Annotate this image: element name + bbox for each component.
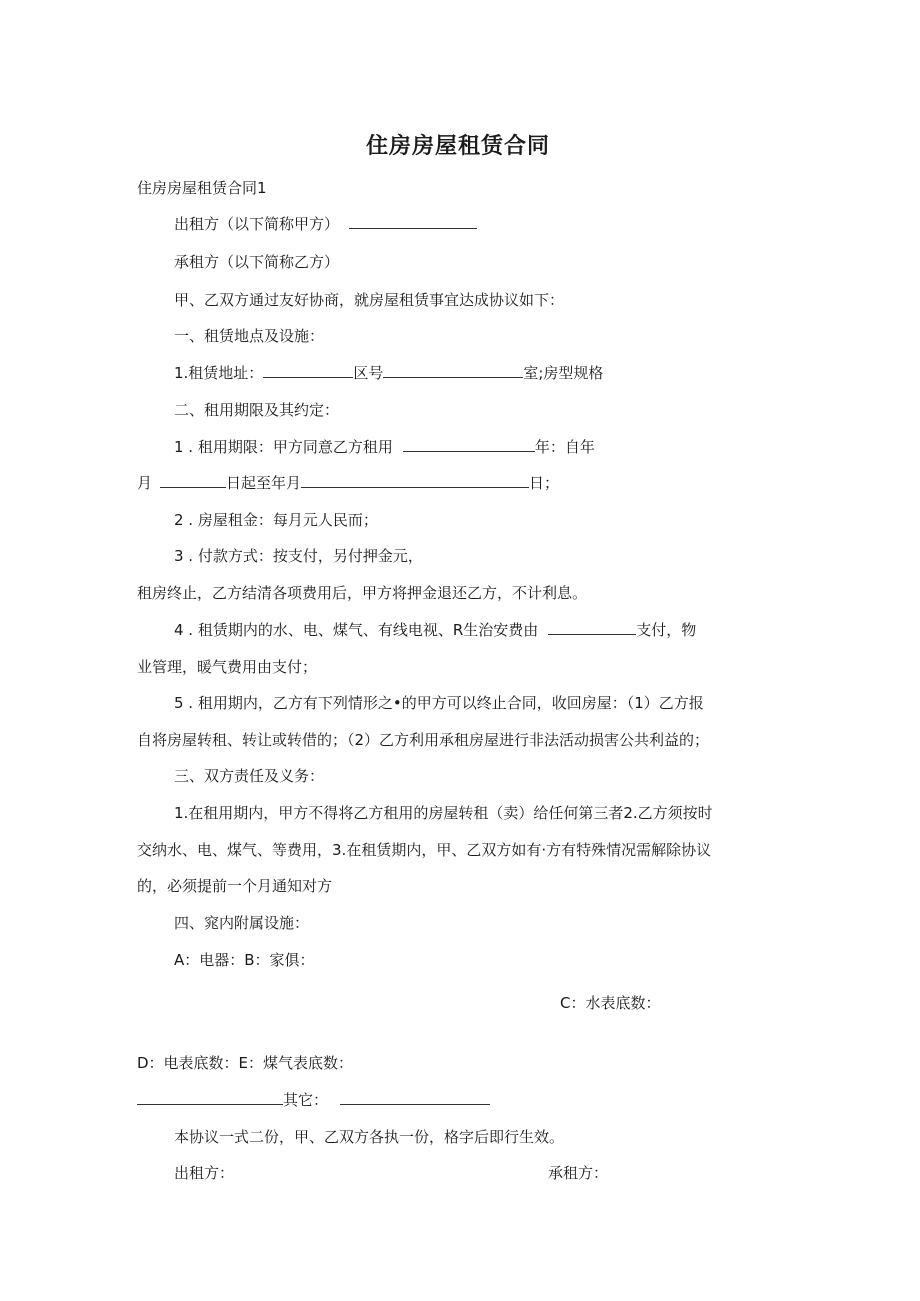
payment-line: 3 . 付款方式：按支付，另付押金元， — [174, 547, 423, 565]
utilities-pay-label: 支付，物 — [636, 621, 697, 639]
rent-line: 2 . 房屋租金：每月元人民而； — [174, 511, 378, 529]
district-label: 区号 — [353, 364, 384, 382]
other-label: 其它： — [283, 1091, 329, 1109]
district-blank[interactable] — [383, 363, 523, 378]
property-fee-line: 业管理，暖气费用由支付； — [137, 658, 318, 676]
term-month-label: 月 — [137, 474, 153, 492]
section-three-heading: 三、双方责任及义务： — [174, 767, 325, 785]
term-label: 1 . 租用期限：甲方同意乙方租用 — [174, 438, 393, 456]
utilities-line — [174, 620, 696, 640]
address-blank[interactable] — [263, 363, 353, 378]
appliances-line: A：电器：B：家俱： — [174, 951, 315, 969]
term-line — [174, 437, 595, 457]
copies-line: 本协议一式二份，甲、乙双方各执一份，格字后即行生效。 — [174, 1128, 565, 1146]
address-label: 1.租赁地址： — [174, 364, 264, 382]
term-dates-line — [137, 473, 559, 493]
term-years-blank[interactable] — [403, 437, 535, 452]
contract-title: 住房房屋租赁合同 — [366, 134, 551, 159]
termination-line: 5 . 租用期内，乙方有下列情形之•的甲方可以终止合同，收回房屋：（1）乙方报 — [174, 694, 704, 712]
other-blank-left[interactable] — [137, 1090, 283, 1105]
lessor-line — [174, 214, 477, 234]
duties-line-3: 的，必须提前一个月通知对方 — [137, 877, 333, 895]
term-day-label: 日； — [529, 474, 560, 492]
section-two-heading: 二、租用期限及其约定： — [174, 401, 340, 419]
utilities-blank[interactable] — [548, 620, 636, 635]
section-four-heading: 四、窕内附属设施： — [174, 914, 310, 932]
lessor-signature-label: 出租方： — [174, 1164, 235, 1182]
agreement-intro: 甲、乙双方通过友好协商，就房屋租赁事宜达成协议如下： — [174, 291, 565, 309]
water-meter-line: C：水表底数： — [560, 994, 661, 1012]
lessor-label: 出租方（以下简称甲方） — [174, 215, 340, 233]
duties-line-1: 1.在租用期内，甲方不得将乙方租用的房屋转租（卖）给任何第三者2.乙方须按时 — [174, 804, 713, 822]
term-year-label: 年：自年 — [534, 438, 595, 456]
term-end-label: 日起至年月 — [226, 474, 302, 492]
deposit-line: 租房终止，乙方结清各项费用后，甲方将押金退还乙方，不计利息。 — [137, 584, 588, 602]
lessee-signature-label: 承租方： — [548, 1164, 609, 1182]
utilities-label: 4 . 租赁期内的水、电、煤气、有线电视、R生治安费由 — [174, 621, 539, 639]
term-end-blank[interactable] — [301, 473, 529, 488]
room-type-label: 室;房型规格 — [523, 364, 604, 382]
section-one-heading: 一、租赁地点及设施： — [174, 327, 325, 345]
other-blank-right[interactable] — [340, 1090, 490, 1105]
address-line — [174, 363, 603, 383]
termination-cont-line: 自将房屋转租、转让或转借的；（2）乙方利用承租房屋进行非法活动损害公共利益的； — [137, 731, 710, 749]
meters-line: D：电表底数：E：煤气表底数： — [137, 1054, 354, 1072]
duties-line-2: 交纳水、电、煤气、等费用，3.在租赁期内，甲、乙双方如有·方有特殊情况需解除协议 — [137, 841, 712, 859]
lessor-blank[interactable] — [349, 214, 477, 229]
contract-subtitle: 住房房屋租赁合同1 — [137, 179, 267, 197]
other-line — [137, 1090, 490, 1110]
lessee-line: 承租方（以下简称乙方） — [174, 253, 340, 271]
term-start-blank[interactable] — [160, 473, 226, 488]
